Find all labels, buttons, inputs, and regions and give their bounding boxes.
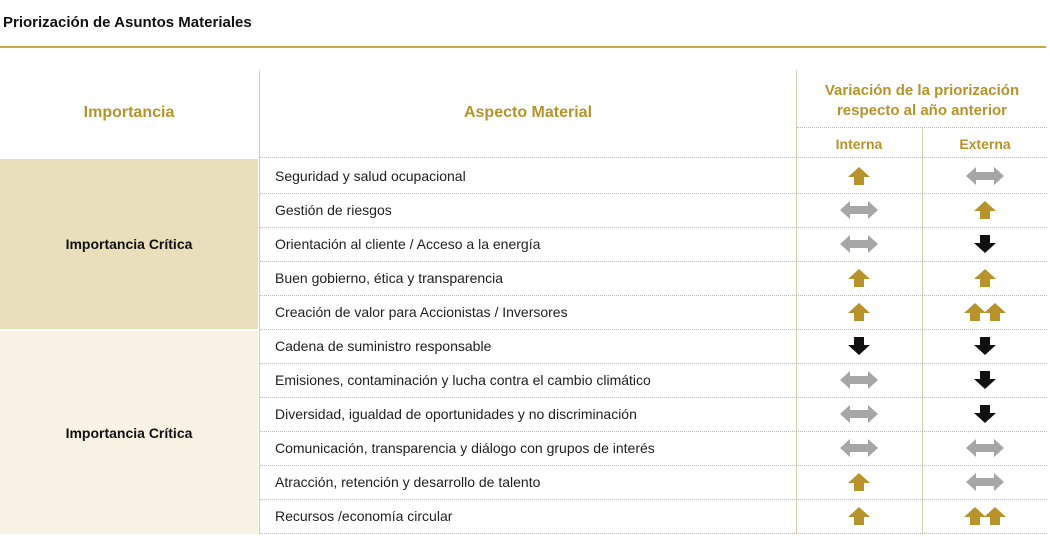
header-interna: Interna [835, 136, 883, 152]
arrow-up-icon [847, 472, 871, 492]
row-divider [260, 397, 1047, 398]
variacion-underline [797, 127, 1047, 128]
externa-indicator [923, 438, 1047, 458]
aspect-label: Cadena de suministro responsable [275, 338, 492, 354]
aspect-label: Atracción, retención y desarrollo de talento [275, 474, 541, 490]
arrow-up-icon [847, 166, 871, 186]
header-variacion-line2: respecto al año anterior [836, 102, 1008, 119]
externa-indicator [923, 234, 1047, 254]
arrow-up-icon [847, 302, 871, 322]
row-divider [260, 363, 1047, 364]
row-divider [260, 465, 1047, 466]
arrow-down-icon [973, 336, 997, 356]
externa-indicator [923, 370, 1047, 390]
arrow-down-icon [847, 336, 871, 356]
table-row [260, 431, 1046, 465]
arrow-horizontal-icon [965, 438, 1005, 458]
aspect-label: Seguridad y salud ocupacional [275, 168, 466, 184]
group-label-2: Importancia Crítica [65, 425, 193, 441]
arrow-up-icon [847, 506, 871, 526]
externa-indicator [923, 166, 1047, 186]
arrow-up-icon [973, 268, 997, 288]
aspect-label: Buen gobierno, ética y transparencia [275, 270, 504, 286]
header-importancia: Importancia [83, 104, 175, 121]
arrow-horizontal-icon [839, 200, 879, 220]
aspect-label: Gestión de riesgos [275, 202, 392, 218]
interna-indicator [797, 370, 921, 390]
header-externa: Externa [959, 136, 1011, 152]
row-divider [260, 431, 1047, 432]
header-variacion [797, 81, 1047, 121]
externa-indicator [923, 404, 1047, 424]
externa-indicator [923, 336, 1047, 356]
arrow-horizontal-icon [965, 166, 1005, 186]
aspect-label: Comunicación, transparencia y diálogo con grupos de interés [275, 440, 655, 456]
table-row [260, 227, 1046, 261]
row-divider [260, 329, 1047, 330]
arrow-down-icon [973, 370, 997, 390]
interna-indicator [797, 302, 921, 322]
double-arrow-up-icon [963, 506, 1007, 526]
interna-indicator [797, 166, 921, 186]
header-bottom-rule [260, 157, 1047, 158]
arrow-horizontal-icon [839, 438, 879, 458]
interna-indicator [797, 234, 921, 254]
table-row [260, 397, 1046, 431]
row-divider [260, 295, 1047, 296]
table-row [260, 193, 1046, 227]
interna-indicator [797, 438, 921, 458]
row-divider [260, 533, 1047, 534]
row-divider [260, 227, 1047, 228]
arrow-horizontal-icon [839, 370, 879, 390]
table-row [260, 329, 1046, 363]
arrow-up-icon [973, 200, 997, 220]
interna-indicator [797, 268, 921, 288]
table-row [260, 295, 1046, 329]
aspect-label: Emisiones, contaminación y lucha contra el cambio climático [275, 372, 651, 388]
arrow-down-icon [973, 404, 997, 424]
row-divider [260, 261, 1047, 262]
arrow-horizontal-icon [965, 472, 1005, 492]
table-row [260, 363, 1046, 397]
table-row [260, 261, 1046, 295]
externa-indicator [923, 302, 1047, 322]
interna-indicator [797, 336, 921, 356]
arrow-horizontal-icon [839, 234, 879, 254]
title-divider [0, 46, 1046, 48]
row-divider [260, 499, 1047, 500]
double-arrow-up-icon [963, 302, 1007, 322]
table-row [260, 159, 1046, 193]
interna-indicator [797, 404, 921, 424]
table-row [260, 499, 1046, 533]
arrow-down-icon [973, 234, 997, 254]
table-row [260, 465, 1046, 499]
header-variacion-line1: Variación de la priorización [824, 82, 1020, 99]
aspect-label: Creación de valor para Accionistas / Inversores [275, 304, 568, 320]
externa-indicator [923, 472, 1047, 492]
header-aspecto-material: Aspecto Material [463, 104, 593, 121]
aspect-label: Diversidad, igualdad de oportunidades y no discriminación [275, 406, 637, 422]
group-label-1: Importancia Crítica [65, 236, 193, 252]
arrow-up-icon [847, 268, 871, 288]
aspect-label: Orientación al cliente / Acceso a la energía [275, 236, 541, 252]
aspect-label: Recursos /economía circular [275, 508, 453, 524]
arrow-horizontal-icon [839, 404, 879, 424]
externa-indicator [923, 200, 1047, 220]
externa-indicator [923, 506, 1047, 526]
interna-indicator [797, 472, 921, 492]
row-divider [260, 193, 1047, 194]
interna-indicator [797, 200, 921, 220]
interna-indicator [797, 506, 921, 526]
externa-indicator [923, 268, 1047, 288]
page-title: Priorización de Asuntos Materiales [3, 14, 252, 31]
